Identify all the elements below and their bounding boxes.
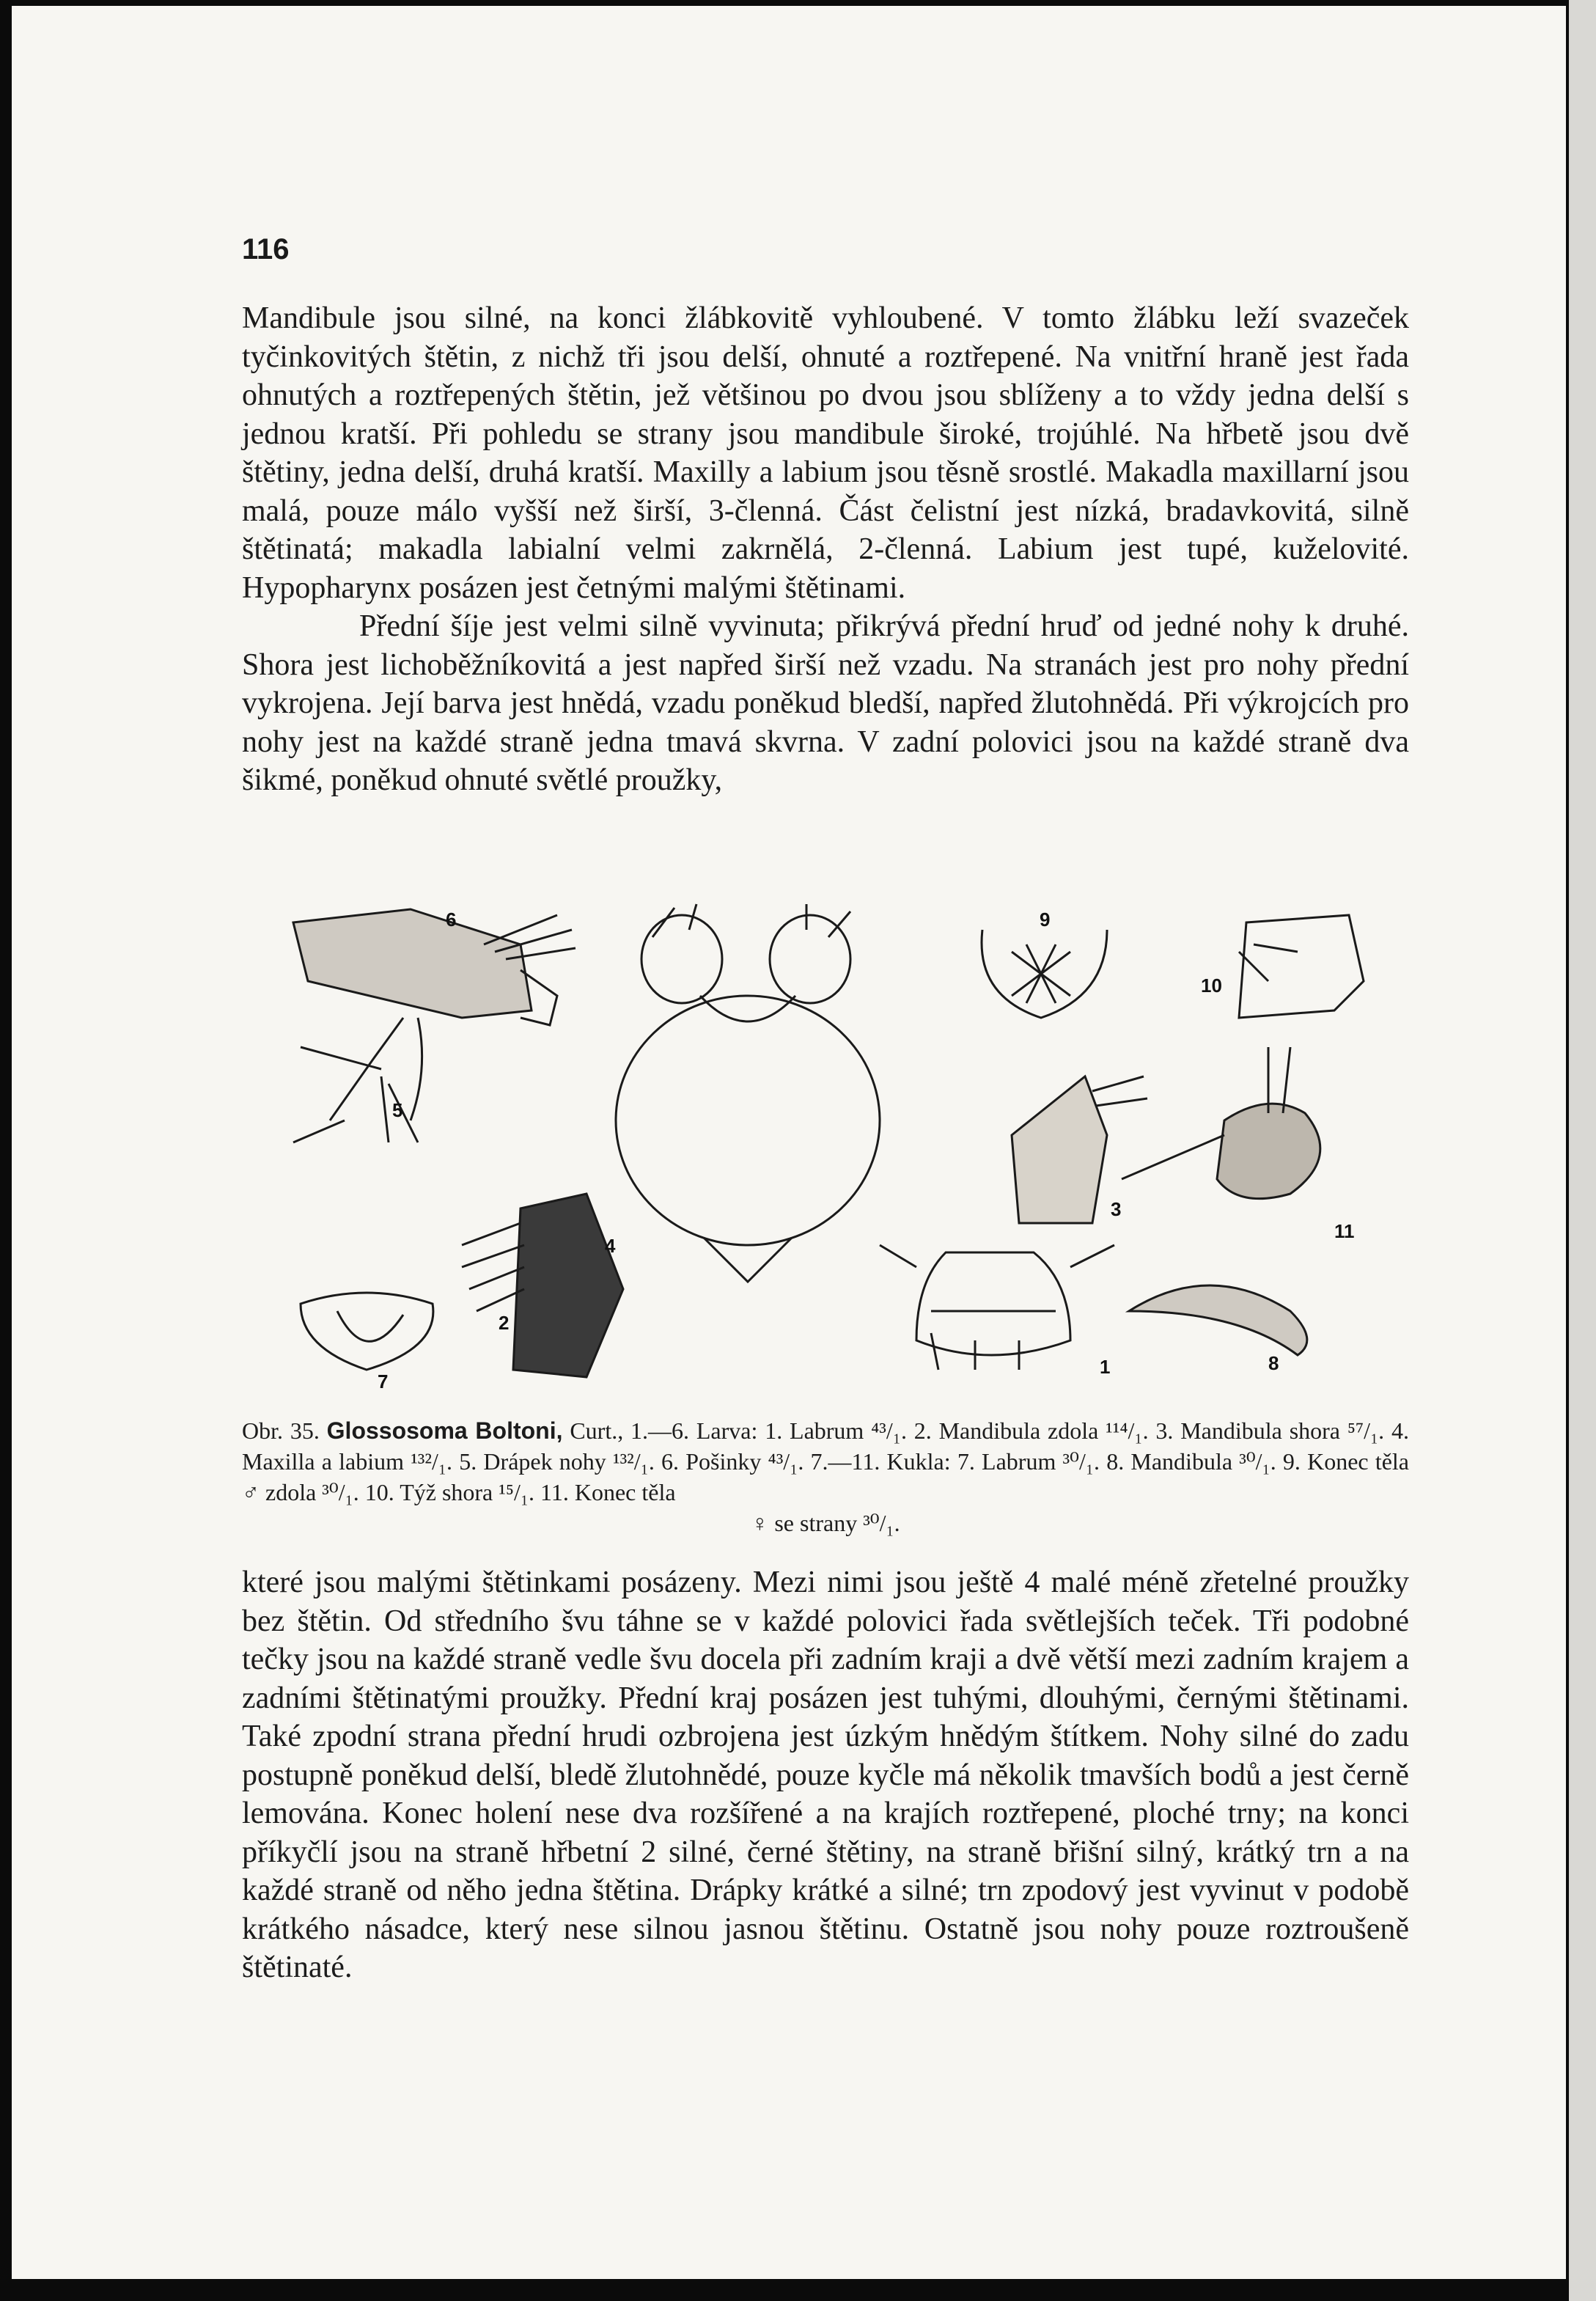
fig-label: 4 [605, 1235, 616, 1257]
caption-prefix: Obr. 35. [242, 1417, 320, 1444]
figure-caption [242, 1415, 1409, 1538]
paragraph-mandibles: Mandibule jsou silné, na konci žlábkovitě vyhloubené. V tomto žlábku leží svazeček tyčinkovitých štětin, z nichž tři jsou delší, ohnuté a roztřepené. Na vnitřní hraně jest řada ohnutých a roztřepených štětin, jež většinou po dvou jsou sblíženy a to vždy jedna delší s jednou kratší. Při pohledu se strany jsou mandibule široké, trojúhlé. Na hřbetě jsou dvě štětiny, jedna delší, druhá kratší. Maxilly a labium jsou těsně srostlé. Makadla maxillarní jsou malá, pouze málo vyšší než širší, 3-členná. Část čelistní jest nízká, bradavkovitá, silně štětinatá; makadla labialní velmi zakrnělá, 2-členná. Labium jest tupé, kuželovité. Hypopharynx posázen jest četnými malými štětinami. [242, 301, 1409, 605]
text-block-top [242, 299, 1409, 800]
fig-label: 1 [1100, 1356, 1111, 1378]
drawing-11-se-strany [1122, 1047, 1320, 1199]
drawing-1-labrum [880, 1245, 1114, 1370]
fig-label: 8 [1268, 1352, 1279, 1374]
drawing-5-drapek [293, 1018, 422, 1142]
page-number: 116 [242, 233, 290, 265]
fig-label: 9 [1040, 909, 1051, 931]
fig-label: 3 [1111, 1198, 1122, 1220]
drawing-4-maxilla-labium [616, 904, 880, 1282]
drawing-10-shora [1239, 915, 1364, 1018]
text-block-bottom [242, 1563, 1409, 1987]
figure-drawing [242, 900, 1409, 1399]
fig-label: 11 [1334, 1220, 1355, 1242]
paragraph-pronotum: Přední šíje jest velmi silně vyvinuta; přikrývá přední hruď od jedné nohy k druhé. Shora jest lichoběžníkovitá a jest napřed širší než vzadu. Na stranách jest pro nohy přední vykrojena. Její barva jest hnědá, vzadu poněkud bledší, napřed žlutohnědá. Při výkrojcích pro nohy jest na každé straně jedna tmavá skvrna. V zadní polovici jsou na každé straně dva šikmé, poněkud ohnuté světlé proužky, [242, 609, 1409, 797]
drawing-9-konec-zdola [982, 930, 1107, 1018]
drawing-2-mandibula-zdola [462, 1194, 623, 1377]
drawing-3-mandibula-shora [1012, 1076, 1147, 1223]
caption-last-line: ♀ se strany ³⁰/₁. [751, 1510, 900, 1536]
paragraph-pronotum-continued: které jsou malými štětinkami posázeny. Mezi nimi jsou ještě 4 malé méně zřetelné proužky bez štětin. Od středního švu táhne se v každé polovici řada světlejších teček. Tři podobné tečky jsou na každé straně vedle švu docela při zadním kraji a dvě větší mezi zadním krajem a zadními štětinatými proužky. Přední kraj posázen jest tuhými, dlouhými, černými štětinami. Také zpodní strana přední hrudi ozbrojena jest úzkým hnědým štítkem. Nohy silné do zadu postupně poněkud delší, bledě žlutohnědé, pouze kyčle má několik tmavších bodů a jest černě lemována. Konec holení nese dva rozšířené a na krajích roztřepené, ploché trny; na konci příkyčlí jsou na straně hřbetní 2 silné, černé štětiny, na straně břišní silný, krátký trn a na každé straně od něho jedna štětina. Drápky krátké a silné; trn zpodový jest vyvinut v podobě krátkého násadce, který nese silnou jasnou štětinu. Ostatně jsou nohy pouze roztroušeně štětinaté. [242, 1566, 1409, 1984]
figure-illustrations [242, 900, 1409, 1399]
drawing-7-labrum [301, 1293, 433, 1370]
caption-species: Glossosoma Boltoni, [326, 1417, 563, 1444]
scan-edge [1569, 0, 1596, 2301]
fig-label: 5 [392, 1099, 403, 1121]
caption-body: Curt., 1.—6. Larva: 1. Labrum ⁴³/₁. 2. Mandibula zdola ¹¹⁴/₁. 3. Mandibula shora ⁵⁷/₁. 4. Maxilla a labium ¹³²/₁. 5. Drápek nohy ¹³²/₁. 6. Pošinky ⁴³/₁. 7.—11. Kukla: 7. Labrum ³⁰/₁. 8. Mandibula ³⁰/₁. 9. Konec těla ♂ zdola ³⁰/₁. 10. Týž shora ¹⁵/₁. 11. Konec těla [242, 1417, 1410, 1505]
caption-main [242, 1415, 1409, 1508]
drawing-6-posinky [293, 909, 575, 1025]
fig-label: 2 [499, 1312, 510, 1334]
drawing-8-mandibula-kukla [1129, 1285, 1307, 1355]
fig-label: 7 [378, 1370, 389, 1392]
fig-label: 6 [446, 909, 457, 931]
fig-label: 10 [1201, 975, 1222, 997]
